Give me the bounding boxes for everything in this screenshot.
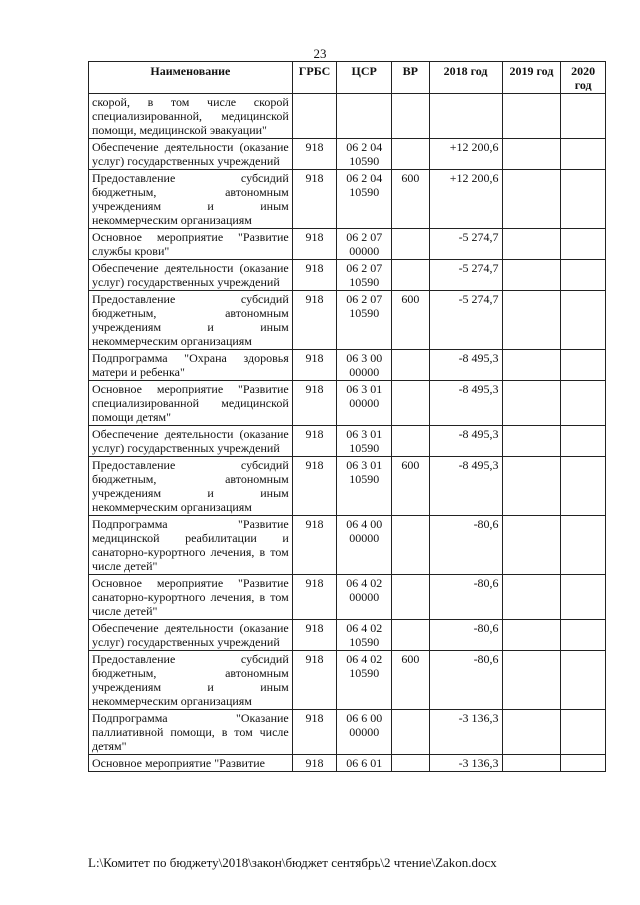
cell-csr: 06 4 02 10590 bbox=[337, 651, 392, 710]
cell-grbs: 918 bbox=[292, 170, 337, 229]
cell-csr: 06 2 04 10590 bbox=[337, 170, 392, 229]
cell-2020 bbox=[561, 426, 606, 457]
cell-csr: 06 2 07 10590 bbox=[337, 260, 392, 291]
cell-grbs: 918 bbox=[292, 651, 337, 710]
cell-2020 bbox=[561, 457, 606, 516]
budget-table bbox=[88, 61, 606, 772]
cell-2020 bbox=[561, 620, 606, 651]
page-number: 23 bbox=[313, 46, 327, 61]
cell-2019 bbox=[502, 575, 561, 620]
cell-name: Предоставление субсидий бюджетным, автономным учреждениям и иным некоммерческим организациям bbox=[89, 651, 293, 710]
cell-csr: 06 6 00 00000 bbox=[337, 710, 392, 755]
cell-2018: -80,6 bbox=[429, 575, 502, 620]
cell-grbs: 918 bbox=[292, 381, 337, 426]
cell-name: Основное мероприятие "Развитие санаторно-курортного лечения, в том числе детей" bbox=[89, 575, 293, 620]
cell-2018: -8 495,3 bbox=[429, 457, 502, 516]
cell-grbs: 918 bbox=[292, 710, 337, 755]
cell-vr: 600 bbox=[392, 457, 430, 516]
table-row bbox=[89, 516, 606, 575]
cell-name: Предоставление субсидий бюджетным, автономным учреждениям и иным некоммерческим организациям bbox=[89, 457, 293, 516]
cell-vr: 600 bbox=[392, 651, 430, 710]
cell-name: Предоставление субсидий бюджетным, автономным учреждениям и иным некоммерческим организациям bbox=[89, 170, 293, 229]
cell-grbs: 918 bbox=[292, 516, 337, 575]
header-vr: ВР bbox=[392, 62, 430, 94]
cell-2018: -80,6 bbox=[429, 516, 502, 575]
cell-2019 bbox=[502, 350, 561, 381]
cell-2020 bbox=[561, 94, 606, 139]
cell-csr: 06 3 01 00000 bbox=[337, 381, 392, 426]
header-grbs: ГРБС bbox=[292, 62, 337, 94]
table-row bbox=[89, 260, 606, 291]
cell-2020 bbox=[561, 516, 606, 575]
table-row bbox=[89, 229, 606, 260]
cell-2019 bbox=[502, 260, 561, 291]
cell-2019 bbox=[502, 516, 561, 575]
cell-grbs: 918 bbox=[292, 350, 337, 381]
cell-2020 bbox=[561, 229, 606, 260]
table-row bbox=[89, 620, 606, 651]
cell-grbs: 918 bbox=[292, 426, 337, 457]
cell-name: Обеспечение деятельности (оказание услуг) государственных учреждений bbox=[89, 620, 293, 651]
cell-name: Основное мероприятие "Развитие специализированной медицинской помощи детям" bbox=[89, 381, 293, 426]
cell-2020 bbox=[561, 381, 606, 426]
cell-2020 bbox=[561, 170, 606, 229]
cell-2019 bbox=[502, 291, 561, 350]
table-header-row bbox=[89, 62, 606, 94]
cell-grbs: 918 bbox=[292, 291, 337, 350]
header-2019: 2019 год bbox=[502, 62, 561, 94]
table-row bbox=[89, 170, 606, 229]
cell-name: Подпрограмма "Оказание паллиативной помощи, в том числе детям" bbox=[89, 710, 293, 755]
table-row bbox=[89, 426, 606, 457]
cell-2020 bbox=[561, 710, 606, 755]
cell-2018: -8 495,3 bbox=[429, 350, 502, 381]
cell-2019 bbox=[502, 426, 561, 457]
cell-2018: -3 136,3 bbox=[429, 710, 502, 755]
cell-2018: -80,6 bbox=[429, 620, 502, 651]
cell-2020 bbox=[561, 575, 606, 620]
table-row bbox=[89, 139, 606, 170]
cell-name: Подпрограмма "Охрана здоровья матери и ребенка" bbox=[89, 350, 293, 381]
cell-name: Основное мероприятие "Развитие службы крови" bbox=[89, 229, 293, 260]
header-2020: 2020 год bbox=[561, 62, 606, 94]
cell-2018: -80,6 bbox=[429, 651, 502, 710]
table-row bbox=[89, 94, 606, 139]
cell-grbs: 918 bbox=[292, 755, 337, 772]
cell-vr bbox=[392, 710, 430, 755]
cell-2019 bbox=[502, 381, 561, 426]
table-row bbox=[89, 457, 606, 516]
cell-2018: -8 495,3 bbox=[429, 381, 502, 426]
cell-vr bbox=[392, 139, 430, 170]
cell-grbs: 918 bbox=[292, 229, 337, 260]
table-row bbox=[89, 291, 606, 350]
cell-vr bbox=[392, 426, 430, 457]
cell-vr bbox=[392, 94, 430, 139]
cell-2019 bbox=[502, 170, 561, 229]
cell-2019 bbox=[502, 229, 561, 260]
cell-2018: -3 136,3 bbox=[429, 755, 502, 772]
cell-csr: 06 4 02 00000 bbox=[337, 575, 392, 620]
cell-grbs: 918 bbox=[292, 457, 337, 516]
cell-name: Подпрограмма "Развитие медицинской реабилитации и санаторно-курортного лечения, в том числе детей" bbox=[89, 516, 293, 575]
cell-2018: -5 274,7 bbox=[429, 229, 502, 260]
cell-2019 bbox=[502, 651, 561, 710]
cell-name: Обеспечение деятельности (оказание услуг) государственных учреждений bbox=[89, 426, 293, 457]
cell-csr: 06 3 01 10590 bbox=[337, 457, 392, 516]
footer-file-path: L:\Комитет по бюджету\2018\закон\бюджет сентябрь\2 чтение\Zakon.docx bbox=[88, 855, 497, 870]
cell-csr: 06 2 07 10590 bbox=[337, 291, 392, 350]
cell-2020 bbox=[561, 651, 606, 710]
cell-2018: -5 274,7 bbox=[429, 291, 502, 350]
cell-grbs: 918 bbox=[292, 575, 337, 620]
cell-2018 bbox=[429, 94, 502, 139]
cell-csr: 06 3 00 00000 bbox=[337, 350, 392, 381]
table-row bbox=[89, 575, 606, 620]
cell-name: Предоставление субсидий бюджетным, автономным учреждениям и иным некоммерческим организациям bbox=[89, 291, 293, 350]
cell-vr: 600 bbox=[392, 291, 430, 350]
cell-name: Обеспечение деятельности (оказание услуг) государственных учреждений bbox=[89, 260, 293, 291]
cell-name: Основное мероприятие "Развитие bbox=[89, 755, 293, 772]
cell-csr: 06 6 01 bbox=[337, 755, 392, 772]
header-name: Наименование bbox=[89, 62, 293, 94]
cell-name: Обеспечение деятельности (оказание услуг) государственных учреждений bbox=[89, 139, 293, 170]
header-2018: 2018 год bbox=[429, 62, 502, 94]
cell-2018: +12 200,6 bbox=[429, 170, 502, 229]
cell-2020 bbox=[561, 350, 606, 381]
cell-vr bbox=[392, 260, 430, 291]
cell-csr: 06 4 02 10590 bbox=[337, 620, 392, 651]
cell-grbs: 918 bbox=[292, 139, 337, 170]
cell-grbs: 918 bbox=[292, 620, 337, 651]
table-row bbox=[89, 350, 606, 381]
cell-csr bbox=[337, 94, 392, 139]
cell-vr: 600 bbox=[392, 170, 430, 229]
cell-grbs bbox=[292, 94, 337, 139]
cell-2019 bbox=[502, 457, 561, 516]
cell-csr: 06 2 07 00000 bbox=[337, 229, 392, 260]
cell-vr bbox=[392, 350, 430, 381]
cell-grbs: 918 bbox=[292, 260, 337, 291]
cell-vr bbox=[392, 755, 430, 772]
cell-csr: 06 2 04 10590 bbox=[337, 139, 392, 170]
cell-2019 bbox=[502, 94, 561, 139]
table-row bbox=[89, 755, 606, 772]
cell-2018: -8 495,3 bbox=[429, 426, 502, 457]
cell-vr bbox=[392, 575, 430, 620]
cell-name: скорой, в том числе скорой специализированной, медицинской помощи, медицинской эвакуации" bbox=[89, 94, 293, 139]
cell-2020 bbox=[561, 291, 606, 350]
table-row bbox=[89, 651, 606, 710]
cell-2018: -5 274,7 bbox=[429, 260, 502, 291]
cell-vr bbox=[392, 620, 430, 651]
table-row bbox=[89, 381, 606, 426]
cell-2020 bbox=[561, 139, 606, 170]
cell-2019 bbox=[502, 620, 561, 651]
header-csr: ЦСР bbox=[337, 62, 392, 94]
cell-vr bbox=[392, 381, 430, 426]
cell-2020 bbox=[561, 755, 606, 772]
cell-2020 bbox=[561, 260, 606, 291]
cell-2019 bbox=[502, 755, 561, 772]
cell-vr bbox=[392, 516, 430, 575]
cell-csr: 06 4 00 00000 bbox=[337, 516, 392, 575]
cell-2019 bbox=[502, 710, 561, 755]
table-row bbox=[89, 710, 606, 755]
cell-2019 bbox=[502, 139, 561, 170]
cell-vr bbox=[392, 229, 430, 260]
cell-2018: +12 200,6 bbox=[429, 139, 502, 170]
cell-csr: 06 3 01 10590 bbox=[337, 426, 392, 457]
